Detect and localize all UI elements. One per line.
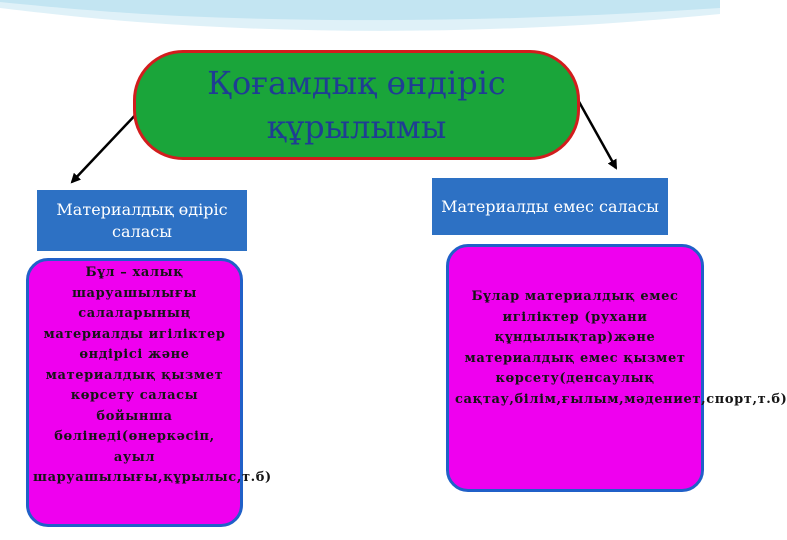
category-nonmaterial: Материалды емес саласы xyxy=(432,178,668,235)
title-box xyxy=(133,50,580,160)
description-nonmaterial: Бұлар материалдық емес игіліктер (рухани құндылықтар)және материалдық емес қызмет көрсету(денсаулық сақтау,білім,ғылым,мәдениет,спорт,т.б) xyxy=(446,244,704,492)
left-arrow xyxy=(72,110,140,182)
description-material: Бұл – халық шаруашылығы салаларының материалды игіліктер өндірісі және материалдық қызмет көрсету саласы бойынша бөлінеді(өнеркәсіп, ауыл шаруашылығы,құрылыс,т.б) xyxy=(26,258,243,527)
diagram-title: Қоғамдық өндіріс құрылымы xyxy=(207,64,506,146)
right-arrow xyxy=(578,100,616,168)
category-material: Материалдық өдіріс саласы xyxy=(37,190,247,251)
